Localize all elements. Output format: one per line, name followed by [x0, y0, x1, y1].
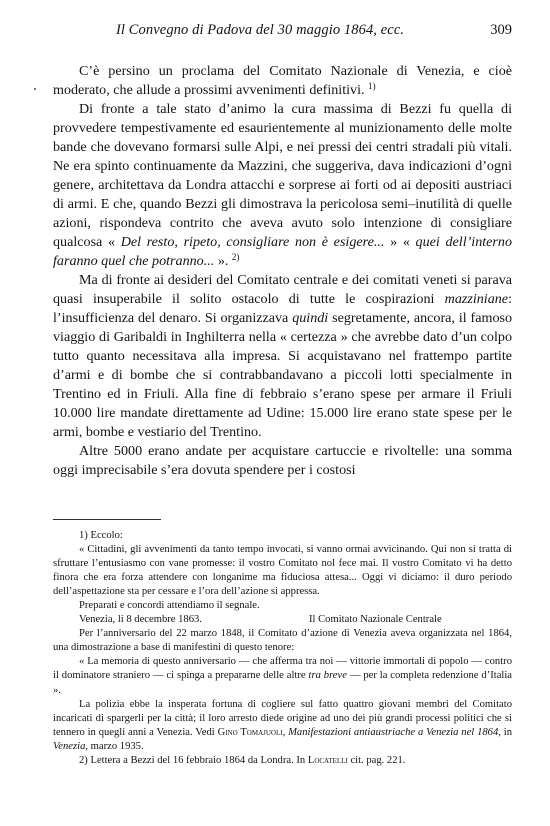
main-text — [53, 62, 512, 480]
footnote-1-signature-line — [53, 613, 512, 627]
footnote-1-paragraph: « La memoria di questo anniversario — che afferma tra noi — vittorie immortali di popolo — contro il dominatore straniero — ci spinga a prepararne delle altre tra breve — per la completa redenzione d’Italia ». — [53, 656, 512, 696]
page-number: 309 — [490, 22, 512, 38]
running-header — [40, 22, 512, 42]
footnote-1-label: 1) Eccolo: — [79, 530, 123, 541]
paragraph: Altre 5000 erano andate per acquistare cartuccie e rivoltelle: una somma oggi imprecisabile s’era dovuta spendere per i costosi — [53, 443, 512, 478]
footnote-1-paragraph: La polizia ebbe la insperata fortuna di cogliere sul fatto quattro giovani membri del Comitato incaricati di spargerli per la città; il loro arresto diede origine ad uno dei più grandi processi politici che si tennero in quegli anni a Venezia. Vedi Gino Tomajuoli, Manifestazioni antiaustriache a Venezia nel 1864, in Venezia, marzo 1935. — [53, 698, 513, 752]
paragraph: C’è persino un proclama del Comitato Nazionale di Venezia, e cioè moderato, che allude a prossimi avvenimenti definitivi. $^{1)}$ — [53, 63, 512, 98]
scan-speck — [34, 88, 36, 90]
footnote-ref-1[interactable]: 1) — [368, 81, 376, 91]
footnote-divider — [53, 519, 161, 520]
paragraph: Ma di fronte ai desideri del Comitato centrale e dei comitati veneti si parava quasi insuperabile il solito ostacolo di tutte le cospirazioni mazziniane: l’insufficienza del denaro. Si organizzava quindi segretamente, ancora, il famoso viaggio di Garibaldi in Inghilterra nella « certezza » che avrebbe dato d’un colpo tutto quanto necessitava alla impresa. Si acquistavano nel frattempo partite d’armi e di bombe che si contrabbandavano a piccoli lotti specialmente in Trentino ed in Friuli. Alla fine di febbraio s’erano spese per armare il Friuli 10.000 lire mandate direttamente ad Udine: 15.000 lire erano state spese per le armi, bombe e vestiario del Trentino. — [53, 272, 513, 440]
footnote-1-paragraph: Per l’anniversario del 22 marzo 1848, il Comitato d’azione di Venezia aveva organizzata nel 1864, una dimostrazione a base di manifestini di questo tenore: — [53, 628, 512, 654]
footnote-1-date: Venezia, li 8 decembre 1863. — [79, 614, 202, 626]
footnote-1-closing: Preparati e concordi attendiamo il segnale. — [79, 600, 260, 612]
running-title: Il Convegno di Padova del 30 maggio 1864, ecc. — [116, 22, 405, 38]
footnote-2: 2) Lettera a Bezzi del 16 febbraio 1864 da Londra. In Locatelli cit. pag. 221. — [79, 754, 406, 766]
footnote-1-quote: « Cittadini, gli avvenimenti da tanto tempo invocati, si vanno ormai avvicinando. Qui non si tratta di sfruttare l’entusiasmo con vane promesse: il vostro Comitato nol fece mai. Il vostro Comitato vi ha detto finora che era forza attendere con longanime ma fiduciosa attesa... Oggi vi diciamo: il duro periodo dell’aspettazione sta per cessare e l’ora dell’azione si appressa. — [53, 544, 512, 598]
footnotes — [53, 529, 512, 768]
footnote-1-signature: Il Comitato Nazionale Centrale — [309, 614, 442, 626]
footnote-ref-2[interactable]: 2) — [231, 252, 240, 262]
paragraph: Di fronte a tale stato d’animo la cura massima di Bezzi fu quella di provvedere tempestivamente ed esaurientemente al munizionamento delle molte bande che dovevano formarsi sulle Alpi, e nei pressi dei centri stradali più vitali. Ne era spinto continuamente da Mazzini, che suggeriva, dava indicazioni d’ogni genere, architettava da Londra attacchi e sorprese ai forti od ai depositi austriaci di armi. E che, quando Bezzi gli dimostrava la pericolosa semi–inutilità di quelle azioni, rispondeva contrito che aveva avuto solo intenzione di consigliare qualcosa « Del resto, ripeto, consigliare non è esigere... » « quei dell’interno faranno quel che potranno... ». $^{2)}$ — [53, 101, 513, 269]
